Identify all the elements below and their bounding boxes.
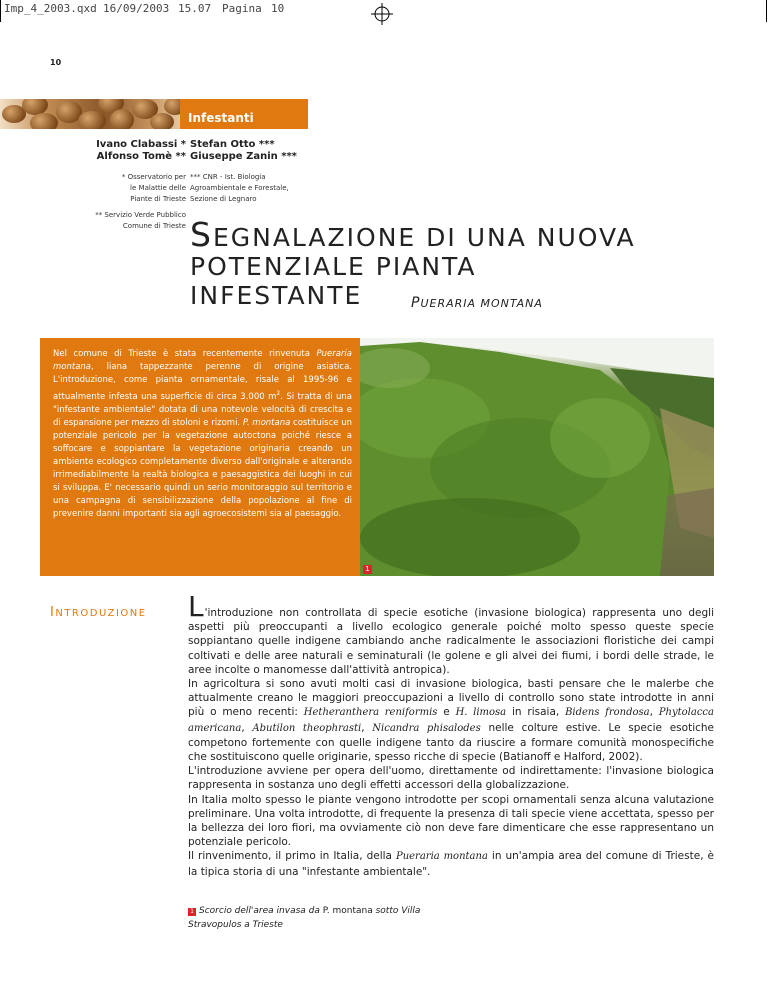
section-tab (180, 99, 308, 129)
paragraph (188, 590, 714, 677)
caption-text: sotto Villa (372, 906, 421, 916)
crop-mark (766, 0, 767, 22)
author-name: Ivano Clabassi * (96, 139, 186, 150)
author-name: Stefan Otto *** (190, 139, 275, 150)
affiliation-line: Piante di Trieste (130, 195, 186, 203)
title-line-2: POTENZIALE PIANTA (190, 252, 477, 281)
registration-mark-icon (371, 3, 393, 25)
affiliation-1 (76, 172, 186, 205)
caption-line-1 (188, 904, 420, 918)
authors-right (190, 139, 297, 163)
slug-page: 10 (271, 2, 285, 15)
species-name: Phytolacca americana (188, 707, 714, 734)
affiliation-line: ** Servizio Verde Pubblico (95, 211, 186, 219)
authors-left (96, 139, 186, 163)
species-name: H. limosa (455, 707, 507, 719)
affiliation-3 (190, 172, 310, 205)
body-text (188, 590, 714, 879)
slug-time: 15.07 (178, 2, 212, 15)
paragraph-text: , (361, 721, 373, 734)
paragraph-text: in un'ampia area del comune di Trieste, è la tipica storia di una "infestante ambientale". (188, 850, 714, 878)
drop-cap: L (188, 590, 204, 623)
paragraph (188, 849, 714, 878)
paragraph-text: e (437, 706, 456, 719)
species-name: Bidens frondosa (565, 707, 650, 719)
header-beans-image (0, 99, 190, 129)
paragraph-text: In agricoltura si sono avuti molti casi di invasione biologica, basti pensare che le malerbe che attualmente creano le maggiori preoccupazioni a livello di controllo sono state introdotte in anni più o meno recenti: (188, 678, 714, 719)
paragraph: In Italia molto spesso le piante vengono introdotte per scopi ornamentali senza alcuna valutazione preliminare. Una volta introdotte, di frequente la presenza di tali specie viene accettata, spesso per la bellezza dei loro fiori, ma ovviamente ciò non deve fare dimenticare che esse rappresentano un potenziale pericolo. (188, 793, 714, 849)
species-name: Nicandra phisalodes (372, 722, 481, 734)
abstract-text: . Si tratta di una "infestante ambientale" dotata di una notevole velocità di crescita e di espansione per mezzo di stoloni e rizomi. (53, 391, 353, 428)
caption-text: Scorcio dell'area invasa da (199, 906, 323, 916)
paragraph-text: nelle colture estive. Le specie esotiche competono fortemente con quelle indigene tanto da riuscire a formare comunità monospecifiche che sostituiscono quelle originarie, spesso ricche di specie (Batianoff e Halford, 2002). (188, 721, 714, 764)
affiliation-line: Sezione di Legnaro (190, 195, 257, 203)
paragraph-text: 'introduzione non controllata di specie esotiche (invasione biologica) rappresenta uno degli aspetti più preoccupanti a livello ecologico generale poiché molto spesso queste specie soppiantano quelle indigene cambiando anche radicalmente le associazioni floristiche dei campi coltivati e delle aree naturali e seminaturali (le golene e gli alvei dei fiumi, i bordi delle strade, le aree incolte o manomesse dall'attività antropica). (188, 607, 714, 676)
affiliation-line: Agroambientale e Forestale, (190, 184, 289, 192)
species-text: UERARIA MONTANA (420, 297, 543, 310)
abstract-superscript: 2 (276, 390, 281, 397)
title-text: EGNALAZIONE DI UNA NUOVA (212, 223, 636, 252)
paragraph-text: in risaia, (506, 706, 566, 719)
paragraph (188, 677, 714, 764)
title-cap: S (190, 215, 213, 254)
slug-date: 16/09/2003 (103, 2, 170, 15)
title-species (411, 295, 543, 311)
abstract-text: Nel comune di Trieste è stata recentemente rinvenuta (53, 349, 317, 359)
paragraph-text: Il rinvenimento, il primo in Italia, della (188, 850, 396, 863)
title-line-1 (190, 215, 740, 254)
abstract-box (40, 338, 360, 576)
section-label: Infestanti (188, 111, 254, 125)
slug-pagina-label: Pagina (222, 2, 262, 15)
title-line-3: INFESTANTE (190, 281, 363, 310)
paragraph: L'introduzione avviene per opera dell'uomo, direttamente od indirettamente: l'invasione biologica rappresenta in sostanza uno degli effetti accessori della globalizzazione. (188, 765, 714, 792)
author-name: Giuseppe Zanin *** (190, 151, 297, 162)
author-name: Alfonso Tomè ** (96, 151, 186, 162)
affiliation-line: le Malattie delle (130, 184, 186, 192)
affiliation-line: *** CNR - Ist. Biologia (190, 173, 266, 181)
slug-filename: Imp_4_2003.qxd (4, 2, 97, 15)
figure-number-badge: 1 (363, 565, 372, 574)
caption-figure-badge: 1 (188, 908, 196, 916)
species-name: Abutilon theophrasti (252, 722, 362, 734)
abstract-text: costituisce un potenziale pericolo per la vegetazione autoctona poiché riesce a soffocare e soppiantare la vegetazione originaria creando un ambiente ecologico completamente diverso dall'originale e alterando irrimediabilmente la realtà biologica e paesaggistica dei luoghi in cui si sviluppa. E' necessario quindi un serio monitoraggio sul territorio e una campagna di sensibilizzazione della popolazione al fine di prevenire danni importanti sia agli agroecosistemi sia al paesaggio. (53, 417, 352, 519)
page-number: 10 (50, 58, 62, 67)
figure-caption (188, 904, 420, 932)
species-name: Pueraria montana (395, 851, 488, 863)
abstract-species: Pueraria montana (53, 349, 352, 372)
abstract-species: P. montana (242, 417, 291, 428)
crop-mark (0, 0, 1, 22)
species-cap: P (411, 295, 421, 311)
heading-text: NTRODUZIONE (55, 608, 147, 619)
paragraph-text: , (241, 721, 253, 734)
abstract-text: , liana tappezzante perenne di origine asiatica. L'introduzione, come pianta ornamentale, risale al 1995-96 e attualmente infesta una superficie di circa 3.000 m (53, 362, 352, 402)
caption-line-2: Stravopulos a Trieste (188, 920, 283, 930)
species-name: Hetheranthera reniformis (303, 707, 438, 719)
section-heading-introduzione (50, 605, 147, 620)
heading-cap: I (50, 605, 56, 620)
figure-photo (360, 338, 714, 576)
affiliation-2 (66, 210, 186, 232)
paragraph-text: , (649, 706, 659, 719)
affiliation-line: * Osservatorio per (121, 173, 186, 181)
affiliation-line: Comune di Trieste (122, 222, 186, 230)
caption-species: P. montana (322, 906, 373, 916)
